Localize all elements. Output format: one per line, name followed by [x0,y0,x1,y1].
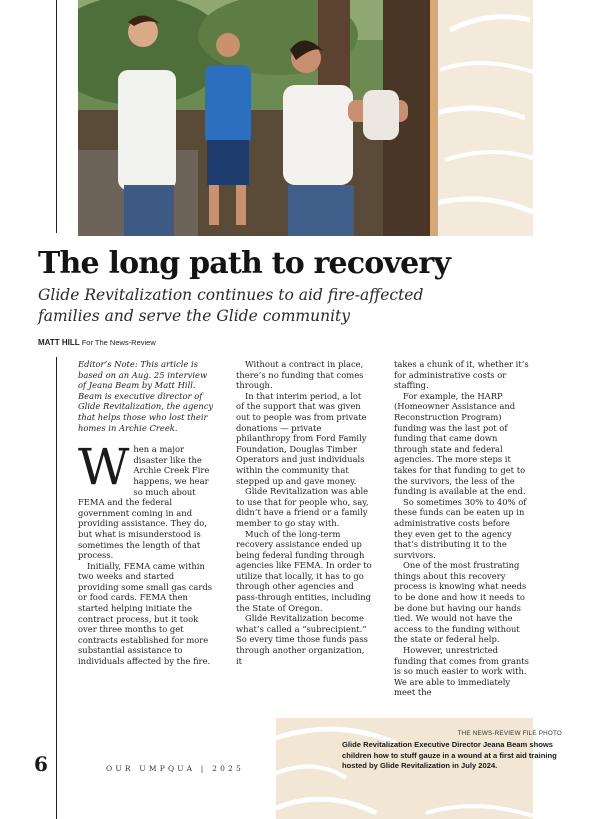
paragraph: However, unrestricted funding that comes from grants is so much easier to work with. We are able to immediately meet the [394,645,529,698]
photo-credit: THE NEWS-REVIEW FILE PHOTO [457,730,562,737]
paragraph: Without a contract in place, there’s no funding that comes through. [236,359,364,391]
paragraph: Glide Revitalization was able to use that for people who, say, didn’t have a friend or a family member to go stay with. [236,486,369,528]
decorative-panel-top [430,0,533,236]
paragraph: One of the most frustrating things about this recovery process is knowing what needs to be done and how it needs to be done but having our hands tied. We would not have the access to the funding without the state or federal help. [394,560,527,645]
left-rule-bottom [56,357,57,819]
paragraph: Glide Revitalization become what’s called a “subrecipient.” So every time those funds pass through another organization, it [236,613,368,666]
byline [38,338,156,347]
tan-accent-strip [430,0,438,236]
article-column-1 [78,359,214,667]
feature-photo [78,0,430,236]
first-paragraph-text: hen a major disaster like the Archie Creek Fire happens, we hear so much about FEMA and the federal government coming in and providing assistance. They do, but what is misunderstood is sometimes the length of that process. [78,444,210,561]
page-number: 6 [34,752,48,776]
paragraph: In that interim period, a lot of the support that was given out to people was from private donations — private philanthropy from Ford Family Foundation, Douglas Timber Operators and just individuals within the community that stepped up and gave money. [236,390,367,486]
article-title: The long path to recovery [38,246,451,281]
paragraph: So sometimes 30% to 40% of these funds can be eaten up in administrative costs before they even get to the agency that’s distributing it to the survivors. [394,496,527,560]
editor-note: Editor’s Note: This article is based on an Aug. 25 interview of Jeana Beam by Matt Hill. Beam is executive director of Glide Revitalization, the agency that helps those who lost their homes in Archie Creek. [78,359,214,433]
article-column-3 [394,359,530,698]
byline-author: MATT HILL [38,338,80,347]
left-rule-top [56,0,57,233]
paragraph: takes a chunk of it, whether it’s for administrative costs or staffing. [394,359,529,391]
magazine-name: OUR UMPQUA | 2025 [106,764,244,773]
drop-cap: W [78,438,130,497]
photo-caption: Glide Revitalization Executive Director Jeana Beam shows children how to stuff gauze in a wound at a first aid training hosted by Glide Revitalization in July 2024. [342,740,557,771]
first-paragraph [78,438,214,561]
article-subtitle: Glide Revitalization continues to aid fire-affected families and serve the Glide community [38,286,424,325]
paragraph: Much of the long-term recovery assistance ended up being federal funding through agencies like FEMA. In order to utilize that locally, it has to go through other agencies and pass-through entities, including the State of Oregon. [236,528,372,613]
article-column-2 [236,359,372,666]
paragraph: For example, the HARP (Homeowner Assistance and Reconstruction Program) funding was the last pot of funding that came down through state and federal agencies. The more steps it takes for that funding to get to the survivors, the less of the funding is available at the end. [394,390,526,497]
wave-pattern-top [430,0,533,236]
paragraph: Initially, FEMA came within two weeks and started providing some small gas cards or food cards. FEMA then started helping initiate the contract process, but it took over three months to get contracts established for more substantial assistance to individuals affected by the fire. [78,560,213,667]
byline-org: For The News-Review [81,338,156,347]
photo-illustration [78,0,430,236]
